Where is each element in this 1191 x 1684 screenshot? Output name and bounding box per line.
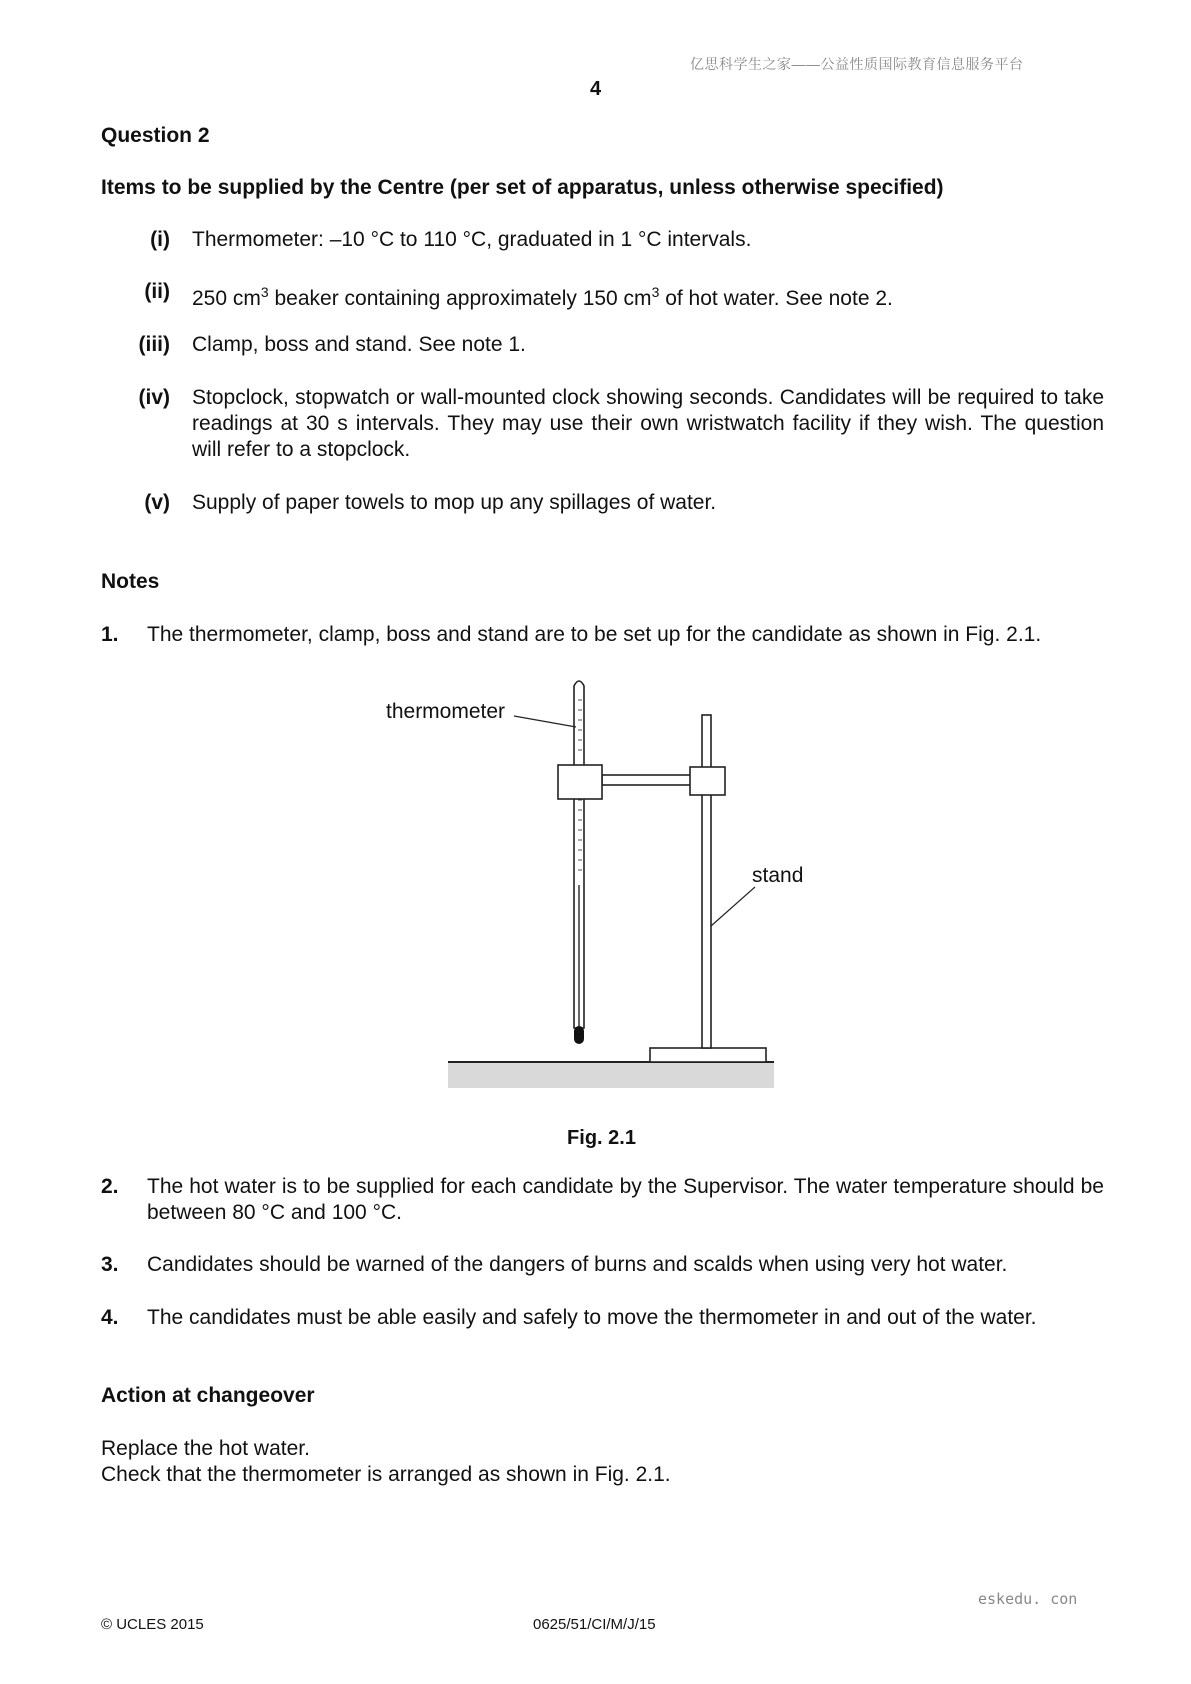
note-text-1: The thermometer, clamp, boss and stand are to be set up for the candidate as shown in Fig. 2.1. [147, 623, 1042, 646]
note-text-4: The candidates must be able easily and safely to move the thermometer in and out of the water. [147, 1306, 1037, 1329]
notes-title: Notes [101, 570, 160, 593]
page-number: 4 [589, 78, 602, 100]
question-title: Question 2 [101, 124, 210, 147]
item-label-iii: (iii) [138, 333, 170, 356]
item-text-iv: Stopclock, stopwatch or wall-mounted clock showing seconds. Candidates will be required to take readings at 30 s intervals. They may use their own wristwatch facility if they wish. The question will refer to a stopclock. [192, 386, 1104, 461]
item-text-ii-b: beaker containing approximately 150 cm [268, 287, 652, 310]
changeover-line-1: Replace the hot water. [101, 1437, 310, 1460]
boss [690, 767, 725, 795]
thermometer-leader-line [514, 716, 576, 727]
item-label-i: (i) [150, 228, 170, 251]
thermometer-label: thermometer [386, 700, 506, 723]
clamp-arm [602, 775, 692, 785]
stand-base [650, 1048, 766, 1062]
item-label-v: (v) [144, 491, 170, 514]
note-num-1: 1. [101, 623, 119, 646]
figure-caption: Fig. 2.1 [567, 1127, 636, 1149]
item-text-ii-sup-b: 3 [651, 284, 660, 300]
item-text-ii-sup-a: 3 [260, 284, 269, 300]
stand-leader-line [711, 887, 755, 926]
item-text-ii-c: of hot water. See note 2. [659, 287, 893, 310]
header-watermark: 亿思科学生之家——公益性质国际教育信息服务平台 [690, 56, 1024, 72]
bench-surface [448, 1062, 774, 1088]
stand-label: stand [752, 864, 804, 887]
note-text-3: Candidates should be warned of the dangers of burns and scalds when using very hot water. [147, 1253, 1008, 1276]
item-label-ii: (ii) [144, 280, 170, 303]
thermometer-bulb [574, 1026, 584, 1044]
changeover-title: Action at changeover [101, 1384, 315, 1407]
changeover-line-2: Check that the thermometer is arranged as shown in Fig. 2.1. [101, 1463, 671, 1486]
footer-code: 0625/51/CI/M/J/15 [533, 1616, 656, 1633]
item-text-v: Supply of paper towels to mop up any spillages of water. [192, 491, 717, 514]
note-text-2: The hot water is to be supplied for each candidate by the Supervisor. The water temperature should be between 80 °C and 100 °C. [147, 1175, 1104, 1224]
item-text-ii-a: 250 cm [192, 287, 261, 310]
item-label-iv: (iv) [138, 386, 170, 409]
item-text-i: Thermometer: –10 °C to 110 °C, graduated in 1 °C intervals. [192, 228, 752, 251]
note-num-4: 4. [101, 1306, 119, 1329]
note-num-2: 2. [101, 1175, 119, 1198]
note-num-3: 3. [101, 1253, 119, 1276]
items-heading: Items to be supplied by the Centre (per set of apparatus, unless otherwise specified) [101, 176, 944, 199]
item-text-iii: Clamp, boss and stand. See note 1. [192, 333, 526, 356]
clamp-jaws [558, 765, 602, 799]
stand-rod [702, 715, 711, 1048]
corner-watermark: eskedu. con [978, 1590, 1078, 1608]
footer-copyright: © UCLES 2015 [101, 1616, 204, 1633]
